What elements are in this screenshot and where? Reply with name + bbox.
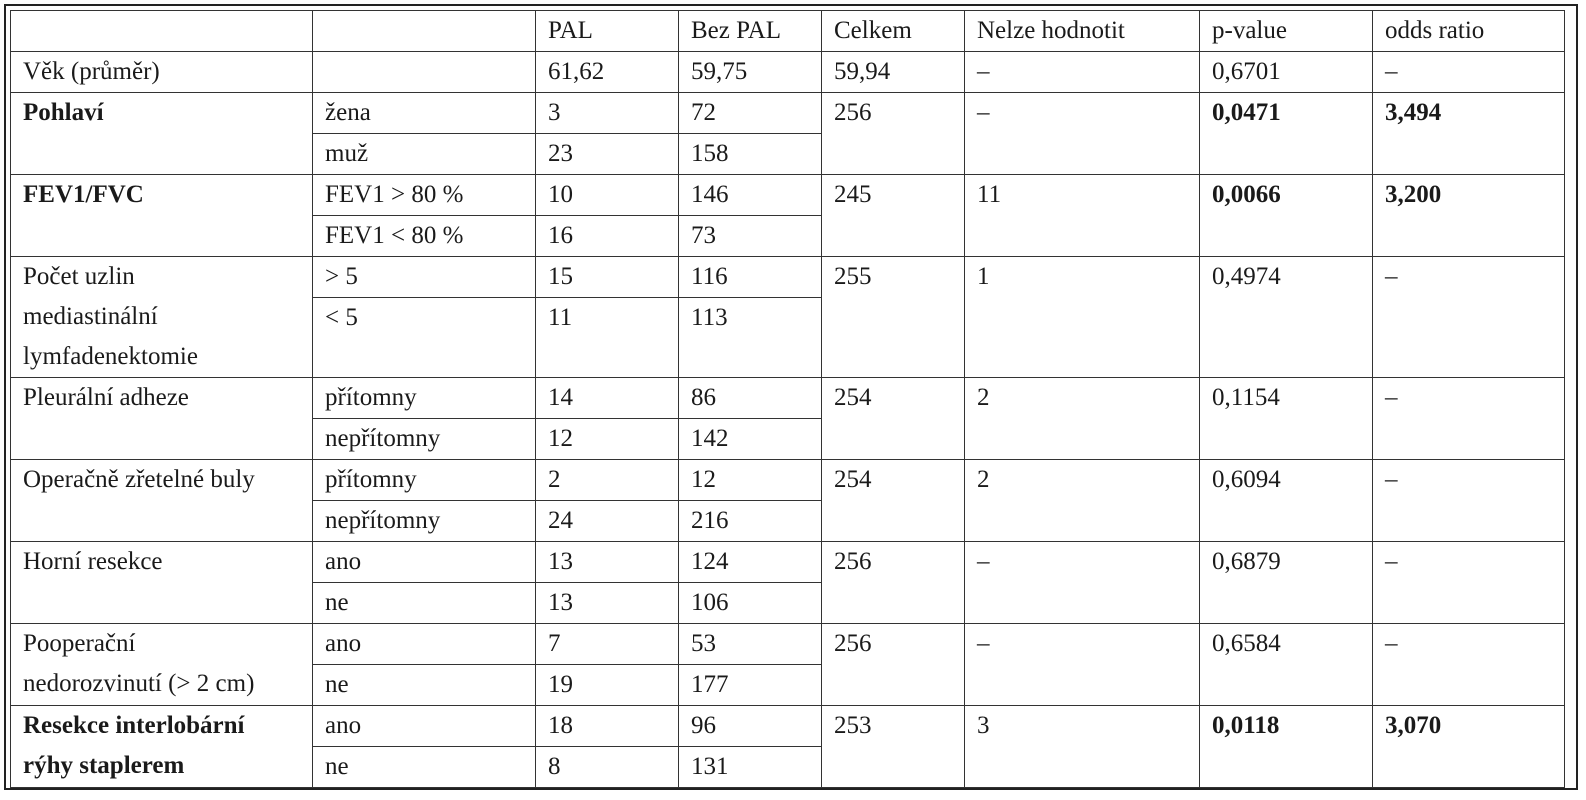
row-label: Horní resekce bbox=[11, 542, 313, 624]
nelze-cell: – bbox=[965, 93, 1200, 175]
table-row bbox=[11, 52, 1565, 93]
nelze-cell: – bbox=[965, 52, 1200, 93]
celkem-cell: 254 bbox=[822, 460, 965, 542]
results-table bbox=[10, 10, 1565, 788]
subgroup-cell: ne bbox=[313, 747, 536, 788]
table-row bbox=[11, 460, 1565, 501]
header-cell: PAL bbox=[536, 11, 679, 52]
header-cell: Bez PAL bbox=[679, 11, 822, 52]
row-label: Věk (průměr) bbox=[11, 52, 313, 93]
row-label-line: nedorozvinutí (> 2 cm) bbox=[23, 670, 255, 697]
subgroup-cell: ano bbox=[313, 624, 536, 665]
table-row bbox=[11, 93, 1565, 134]
header-cell: odds ratio bbox=[1373, 11, 1565, 52]
odds-ratio-cell: – bbox=[1373, 542, 1565, 624]
p-value-cell: 0,6094 bbox=[1200, 460, 1373, 542]
bez-pal-cell: 86 bbox=[679, 378, 822, 419]
pal-cell: 15 bbox=[536, 257, 679, 298]
table-row bbox=[11, 175, 1565, 216]
header-cell bbox=[11, 11, 313, 52]
pal-cell: 11 bbox=[536, 298, 679, 378]
pal-cell: 19 bbox=[536, 665, 679, 706]
odds-ratio-cell: – bbox=[1373, 257, 1565, 378]
bez-pal-cell: 142 bbox=[679, 419, 822, 460]
bez-pal-cell: 96 bbox=[679, 706, 822, 747]
bez-pal-cell: 124 bbox=[679, 542, 822, 583]
header-cell: Nelze hodnotit bbox=[965, 11, 1200, 52]
table-row bbox=[11, 542, 1565, 583]
odds-ratio-cell: – bbox=[1373, 52, 1565, 93]
subgroup-cell bbox=[313, 52, 536, 93]
p-value-cell: 0,4974 bbox=[1200, 257, 1373, 378]
subgroup-cell: přítomny bbox=[313, 378, 536, 419]
bez-pal-cell: 216 bbox=[679, 501, 822, 542]
row-label-line: mediastinální bbox=[23, 303, 158, 330]
nelze-cell: – bbox=[965, 624, 1200, 706]
row-label: Pohlaví bbox=[11, 93, 313, 175]
row-label-line: rýhy staplerem bbox=[23, 752, 185, 779]
bez-pal-cell: 177 bbox=[679, 665, 822, 706]
odds-ratio-cell: – bbox=[1373, 624, 1565, 706]
row-label-line: Resekce interlobární bbox=[23, 712, 245, 739]
row-label-line: lymfadenektomie bbox=[23, 343, 198, 370]
subgroup-cell: ne bbox=[313, 583, 536, 624]
celkem-cell: 245 bbox=[822, 175, 965, 257]
row-label-line: Pooperační bbox=[23, 630, 136, 657]
table-row bbox=[11, 257, 1565, 298]
pal-cell: 10 bbox=[536, 175, 679, 216]
bez-pal-cell: 158 bbox=[679, 134, 822, 175]
subgroup-cell: nepřítomny bbox=[313, 419, 536, 460]
row-label bbox=[11, 706, 313, 788]
p-value-cell: 0,6879 bbox=[1200, 542, 1373, 624]
bez-pal-cell: 113 bbox=[679, 298, 822, 378]
subgroup-cell: muž bbox=[313, 134, 536, 175]
bez-pal-cell: 53 bbox=[679, 624, 822, 665]
nelze-cell: – bbox=[965, 542, 1200, 624]
header-cell bbox=[313, 11, 536, 52]
row-label: FEV1/FVC bbox=[11, 175, 313, 257]
pal-cell: 7 bbox=[536, 624, 679, 665]
pal-cell: 23 bbox=[536, 134, 679, 175]
p-value-cell: 0,1154 bbox=[1200, 378, 1373, 460]
celkem-cell: 59,94 bbox=[822, 52, 965, 93]
row-label: Pleurální adheze bbox=[11, 378, 313, 460]
pal-cell: 13 bbox=[536, 583, 679, 624]
p-value-cell: 0,6584 bbox=[1200, 624, 1373, 706]
subgroup-cell: FEV1 < 80 % bbox=[313, 216, 536, 257]
pal-cell: 14 bbox=[536, 378, 679, 419]
p-value-cell: 0,0471 bbox=[1200, 93, 1373, 175]
celkem-cell: 256 bbox=[822, 542, 965, 624]
row-label bbox=[11, 624, 313, 706]
pal-cell: 13 bbox=[536, 542, 679, 583]
p-value-cell: 0,6701 bbox=[1200, 52, 1373, 93]
pal-cell: 24 bbox=[536, 501, 679, 542]
bez-pal-cell: 116 bbox=[679, 257, 822, 298]
bez-pal-cell: 73 bbox=[679, 216, 822, 257]
p-value-cell: 0,0066 bbox=[1200, 175, 1373, 257]
celkem-cell: 253 bbox=[822, 706, 965, 788]
table-row bbox=[11, 706, 1565, 747]
pal-cell: 18 bbox=[536, 706, 679, 747]
row-label: Operačně zřetelné buly bbox=[11, 460, 313, 542]
odds-ratio-cell: 3,494 bbox=[1373, 93, 1565, 175]
odds-ratio-cell: – bbox=[1373, 460, 1565, 542]
subgroup-cell: ano bbox=[313, 706, 536, 747]
subgroup-cell: FEV1 > 80 % bbox=[313, 175, 536, 216]
pal-cell: 2 bbox=[536, 460, 679, 501]
celkem-cell: 256 bbox=[822, 624, 965, 706]
subgroup-cell: ne bbox=[313, 665, 536, 706]
nelze-cell: 1 bbox=[965, 257, 1200, 378]
subgroup-cell: přítomny bbox=[313, 460, 536, 501]
p-value-cell: 0,0118 bbox=[1200, 706, 1373, 788]
pal-cell: 12 bbox=[536, 419, 679, 460]
pal-cell: 3 bbox=[536, 93, 679, 134]
celkem-cell: 256 bbox=[822, 93, 965, 175]
header-cell: Celkem bbox=[822, 11, 965, 52]
nelze-cell: 2 bbox=[965, 460, 1200, 542]
bez-pal-cell: 146 bbox=[679, 175, 822, 216]
nelze-cell: 3 bbox=[965, 706, 1200, 788]
bez-pal-cell: 106 bbox=[679, 583, 822, 624]
subgroup-cell: nepřítomny bbox=[313, 501, 536, 542]
row-label bbox=[11, 257, 313, 378]
pal-cell: 16 bbox=[536, 216, 679, 257]
bez-pal-cell: 12 bbox=[679, 460, 822, 501]
odds-ratio-cell: 3,200 bbox=[1373, 175, 1565, 257]
subgroup-cell: > 5 bbox=[313, 257, 536, 298]
subgroup-cell: < 5 bbox=[313, 298, 536, 378]
pal-cell: 61,62 bbox=[536, 52, 679, 93]
odds-ratio-cell: – bbox=[1373, 378, 1565, 460]
celkem-cell: 255 bbox=[822, 257, 965, 378]
table-row bbox=[11, 624, 1565, 665]
bez-pal-cell: 59,75 bbox=[679, 52, 822, 93]
bez-pal-cell: 72 bbox=[679, 93, 822, 134]
nelze-cell: 11 bbox=[965, 175, 1200, 257]
nelze-cell: 2 bbox=[965, 378, 1200, 460]
bez-pal-cell: 131 bbox=[679, 747, 822, 788]
celkem-cell: 254 bbox=[822, 378, 965, 460]
row-label-line: Počet uzlin bbox=[23, 263, 135, 290]
subgroup-cell: žena bbox=[313, 93, 536, 134]
header-cell: p-value bbox=[1200, 11, 1373, 52]
odds-ratio-cell: 3,070 bbox=[1373, 706, 1565, 788]
header-row bbox=[11, 11, 1565, 52]
subgroup-cell: ano bbox=[313, 542, 536, 583]
table-row bbox=[11, 378, 1565, 419]
pal-cell: 8 bbox=[536, 747, 679, 788]
